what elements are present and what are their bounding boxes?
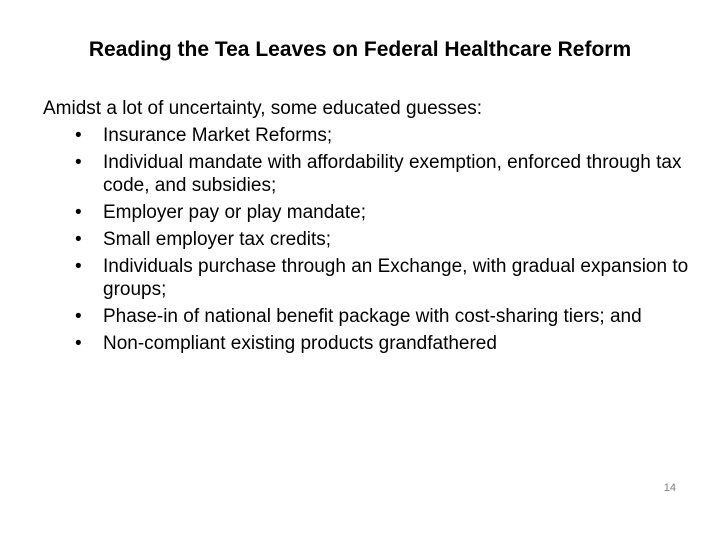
bullet-text: Phase-in of national benefit package with cost-sharing tiers; and [103,306,642,327]
bullet-icon: • [75,229,82,250]
bullet-item [43,255,693,301]
intro-text: Amidst a lot of uncertainty, some educated guesses: [43,98,482,119]
bullet-text: Small employer tax credits; [103,229,332,250]
bullet-icon: • [75,202,82,223]
slide-title: Reading the Tea Leaves on Federal Healthcare Reform [88,38,632,61]
bullet-text: Insurance Market Reforms; [103,125,333,146]
bullet-icon: • [75,256,82,277]
bullet-icon: • [75,125,82,146]
slide-body [43,97,693,359]
bullet-text: Individual mandate with affordability exemption, enforced through tax code, and subsidies; [103,152,682,196]
bullet-text: Individuals purchase through an Exchange, with gradual expansion to groups; [103,256,689,300]
bullet-icon: • [75,152,82,173]
bullet-item [43,151,693,197]
bullet-list [43,124,693,355]
bullet-item [43,305,693,328]
bullet-item [43,228,693,251]
bullet-icon: • [75,306,82,327]
bullet-item [43,124,693,147]
bullet-item [43,332,693,355]
bullet-text: Employer pay or play mandate; [103,202,366,223]
bullet-item [43,201,693,224]
bullet-text: Non-compliant existing products grandfathered [103,333,497,354]
page-number: 14 [663,482,676,494]
bullet-icon: • [75,333,82,354]
